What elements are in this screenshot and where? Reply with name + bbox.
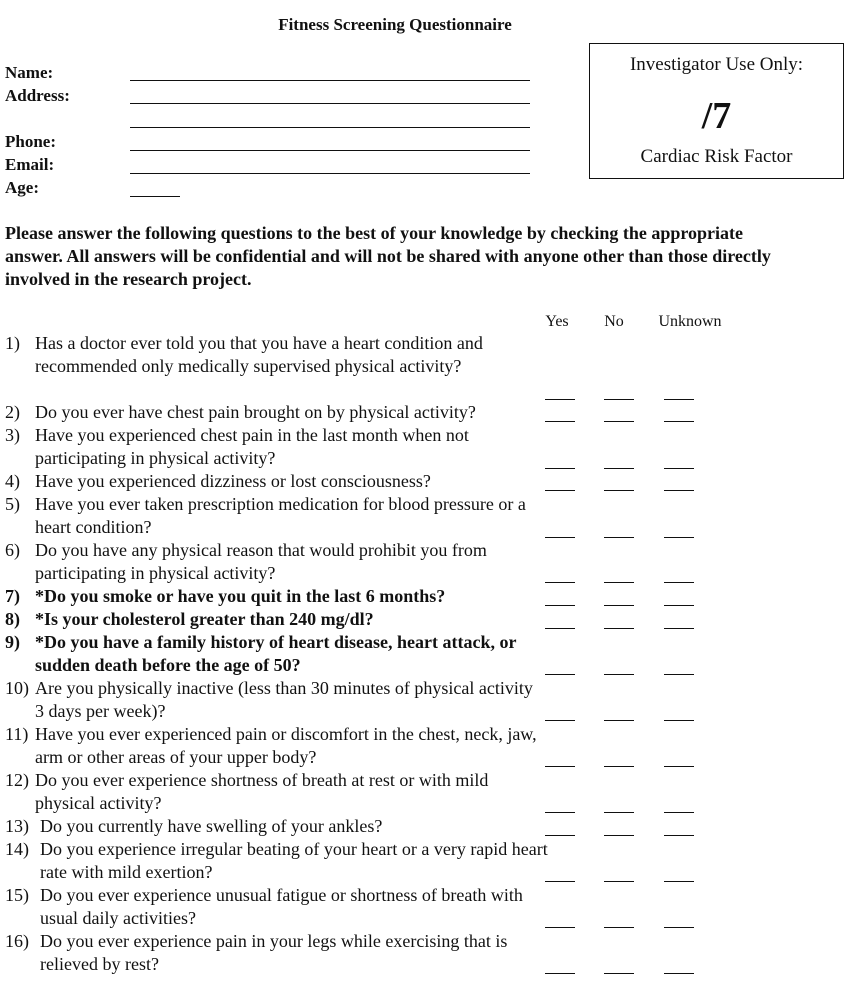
question-number: 11) [5,724,29,744]
answer-blank-unknown[interactable] [664,490,694,491]
answer-blank-yes[interactable] [545,881,575,882]
answer-blank-unknown[interactable] [664,399,694,400]
question-text: Do you experience irregular beating of your heart or a very rapid heart rate with mild exertion? [40,839,548,882]
email-field[interactable] [130,173,530,174]
answer-blank-yes[interactable] [545,812,575,813]
question-text: *Do you smoke or have you quit in the last 6 months? [35,586,446,606]
answer-blank-no[interactable] [604,421,634,422]
name-label: Name: [5,63,54,82]
answer-blank-no[interactable] [604,490,634,491]
answer-blank-no[interactable] [604,973,634,974]
answer-blank-no[interactable] [604,674,634,675]
answer-blank-unknown[interactable] [664,881,694,882]
email-label: Email: [5,155,55,174]
question-text: Have you ever taken prescription medication for blood pressure or a heart condition? [35,494,526,537]
question-text: Do you ever have chest pain brought on by physical activity? [35,402,476,422]
answer-blank-unknown[interactable] [664,766,694,767]
answer-blank-unknown[interactable] [664,927,694,928]
answer-blank-no[interactable] [604,927,634,928]
question-number: 10) [5,678,29,698]
question-number: 4) [5,471,20,491]
question-text: Do you currently have swelling of your ankles? [40,816,383,836]
question-text: Do you ever experience pain in your legs while exercising that is relieved by rest? [40,931,508,974]
address-field-line-1[interactable] [130,103,530,104]
question-number: 6) [5,540,20,560]
question-number: 13) [5,816,29,836]
answer-blank-yes[interactable] [545,628,575,629]
question-number: 2) [5,402,20,422]
phone-field[interactable] [130,150,530,151]
investigator-label: Cardiac Risk Factor [640,146,793,167]
answer-blank-no[interactable] [604,537,634,538]
question-text: Do you ever experience unusual fatigue or shortness of breath with usual daily activities? [40,885,523,928]
answer-blank-yes[interactable] [545,674,575,675]
answer-blank-no[interactable] [604,605,634,606]
name-field[interactable] [130,80,530,81]
question-number: 5) [5,494,20,514]
answer-blank-unknown[interactable] [664,835,694,836]
answer-blank-unknown[interactable] [664,421,694,422]
answer-blank-yes[interactable] [545,973,575,974]
phone-label: Phone: [5,132,56,151]
investigator-title: Investigator Use Only: [629,54,804,75]
question-number: 7) [5,586,20,606]
answer-blank-unknown[interactable] [664,674,694,675]
answer-blank-yes[interactable] [545,835,575,836]
answer-blank-no[interactable] [604,881,634,882]
question-text: Do you have any physical reason that would prohibit you from participating in physical activity? [35,540,487,583]
question-number: 14) [5,839,29,859]
question-text: *Do you have a family history of heart disease, heart attack, or sudden death before the age of 50? [35,632,517,675]
answer-blank-yes[interactable] [545,399,575,400]
answer-blank-unknown[interactable] [664,720,694,721]
column-no-header: No [604,313,624,330]
answer-blank-yes[interactable] [545,766,575,767]
answer-blank-no[interactable] [604,582,634,583]
answer-blank-yes[interactable] [545,468,575,469]
answer-blank-yes[interactable] [545,537,575,538]
answer-blank-yes[interactable] [545,582,575,583]
answer-blank-no[interactable] [604,399,634,400]
answer-blank-unknown[interactable] [664,605,694,606]
answer-blank-yes[interactable] [545,605,575,606]
answer-blank-no[interactable] [604,812,634,813]
answer-blank-unknown[interactable] [664,582,694,583]
address-field-line-2[interactable] [130,127,530,128]
question-text: Have you experienced chest pain in the last month when not participating in physical activity? [35,425,469,468]
answer-blank-unknown[interactable] [664,812,694,813]
form-title: Fitness Screening Questionnaire [278,15,512,34]
answer-blank-no[interactable] [604,835,634,836]
age-label: Age: [5,178,39,197]
question-text: Has a doctor ever told you that you have a heart condition and recommended only medically supervised physical activity? [35,333,483,376]
question-text: Do you ever experience shortness of breath at rest or with mild physical activity? [35,770,489,813]
answer-blank-no[interactable] [604,720,634,721]
answer-blank-unknown[interactable] [664,537,694,538]
answer-blank-no[interactable] [604,628,634,629]
question-text: Are you physically inactive (less than 30 minutes of physical activity 3 days per week)? [35,678,533,721]
answer-blank-unknown[interactable] [664,628,694,629]
answer-blank-unknown[interactable] [664,973,694,974]
answer-blank-yes[interactable] [545,927,575,928]
answer-blank-yes[interactable] [545,490,575,491]
question-number: 3) [5,425,20,445]
answer-blank-unknown[interactable] [664,468,694,469]
question-number: 9) [5,632,20,652]
question-text: Have you experienced dizziness or lost consciousness? [35,471,431,491]
age-field[interactable] [130,196,180,197]
question-number: 16) [5,931,29,951]
address-label: Address: [5,86,70,105]
answer-blank-no[interactable] [604,766,634,767]
column-unknown-header: Unknown [658,313,722,330]
question-number: 12) [5,770,29,790]
question-number: 8) [5,609,20,629]
instructions: Please answer the following questions to the best of your knowledge by checking the appropriate answer. All answers will be confidential and will not be shared with anyone other than those directly involved in the research project. [5,223,771,289]
question-number: 15) [5,885,29,905]
column-yes-header: Yes [545,313,569,330]
question-number: 1) [5,333,20,353]
question-text: *Is your cholesterol greater than 240 mg/dl? [35,609,374,629]
answer-blank-no[interactable] [604,468,634,469]
answer-blank-yes[interactable] [545,421,575,422]
answer-blank-yes[interactable] [545,720,575,721]
investigator-box [589,43,844,179]
question-text: Have you ever experienced pain or discomfort in the chest, neck, jaw, arm or other areas of your upper body? [35,724,537,767]
investigator-score[interactable]: /7 [701,95,732,137]
